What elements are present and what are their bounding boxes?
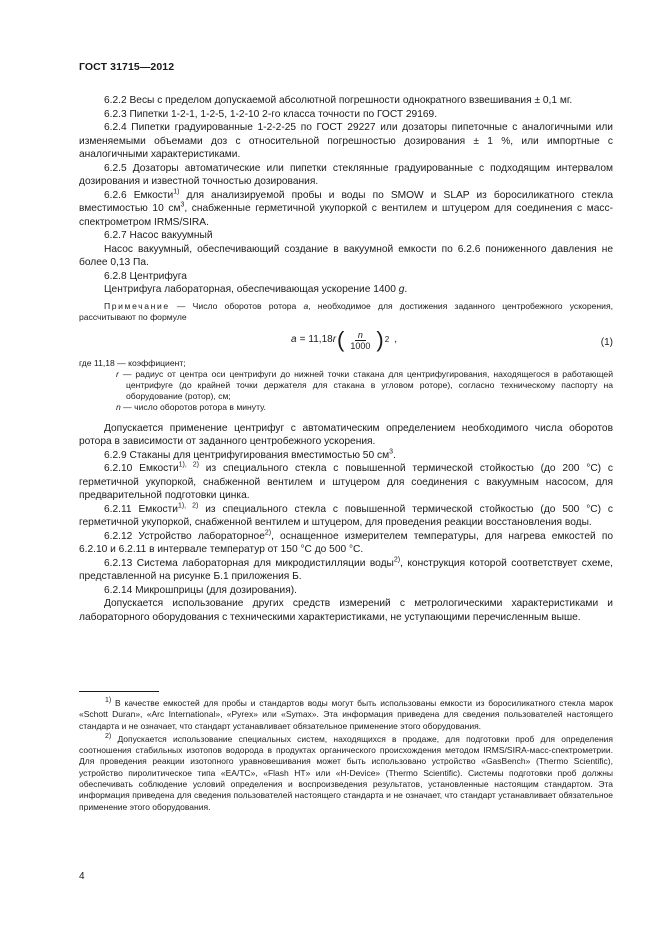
clause-text: 6.2.13 Система лабораторная для микродистилляции воды <box>104 557 394 569</box>
formula-fraction <box>347 330 373 351</box>
clause-6-2-10 <box>79 462 613 503</box>
clause-text: 6.2.10 Емкости <box>104 463 179 475</box>
formula-expression <box>291 327 397 352</box>
alternative-equipment-text: Допускается использование других средств измерений с метрологическими характеристиками и лабораторного оборудования с техническими характеристиками, не уступающими перечисленным выше. <box>79 598 613 623</box>
legend-var-r: r <box>116 368 119 379</box>
vacuum-pump-text: Насос вакуумный, обеспечивающий создание в вакуумной емкости по 6.2.6 пониженного давления не более 0,13 Па. <box>79 243 613 268</box>
legend-r <box>79 369 613 403</box>
formula-power: 2 <box>384 335 390 345</box>
footnote-2 <box>79 734 613 813</box>
formula-var-r: r <box>332 334 337 346</box>
footnote-mark: 1) <box>105 697 112 705</box>
legend-text: — радиус от центра оси центрифуги до нижней точки стакана для центрифугирования, находящегося в работающей центрифуге (до крайней точки держателя для стакана в угловом роторе), согласно техническому паспорту на оборудование (ротор), см; <box>118 368 613 402</box>
clause-6-2-7: 6.2.7 Насос вакуумный <box>104 230 213 241</box>
footnote-ref: 2) <box>393 556 401 564</box>
clause-text: для анализируемой пробы и воды по SMOW и SLAP из боросиликатного стекла вместимостью 10 см <box>79 189 613 214</box>
clause-text: 6.2.6 Емкости <box>104 189 174 201</box>
clause-6-2-4: 6.2.4 Пипетки градуированные 1-2-2-25 по ГОСТ 29227 или дозаторы пипеточные с аналогичными или изменяемыми объемами доз с относительной погрешностью дозирования ± 1 %, или импортные с аналогичными характеристиками. <box>79 122 613 160</box>
formula-number: (1) <box>600 336 613 348</box>
section-body <box>79 94 613 624</box>
left-paren: ( <box>337 327 345 352</box>
formula-comma: , <box>394 334 397 346</box>
fraction-denominator: 1000 <box>350 340 371 351</box>
legend-coefficient: где 11,18 — коэффициент; <box>79 357 186 368</box>
superscript-unit: 3 <box>389 448 393 456</box>
footnotes <box>79 698 613 815</box>
legend-text: — число оборотов ротора в минуту. <box>120 402 266 413</box>
note-text: — Число оборотов ротора <box>169 300 304 311</box>
note <box>79 301 613 324</box>
spacer <box>79 414 613 422</box>
clause-text: из специального стекла с повышенной термической стойкостью (до 500 °С) с герметичной укупоркой, снабженной вентилем и штуцером, для проведения реакции восстановления воды. <box>79 503 614 529</box>
clause-text: Центрифуга лабораторная, обеспечивающая ускорение 1400 <box>104 284 399 295</box>
footnote-ref: 1), 2) <box>178 461 199 469</box>
clause-6-2-11 <box>79 503 613 530</box>
legend-n <box>79 402 613 413</box>
clause-6-2-2: 6.2.2 Весы с пределом допускаемой абсолютной погрешности однократного взвешивания ± 0,1 мг. <box>104 95 573 106</box>
clause-text: из специального стекла с повышенной термической стойкостью (до 200 °С) с герметичной укупоркой, снабженной вентилем и штуцером для соединения с вакуумным насосом, для предварительной подготовки цинка. <box>79 463 613 502</box>
clause-6-2-3: 6.2.3 Пипетки 1-2-1, 1-2-5, 1-2-10 2-го класса точности по ГОСТ 29169. <box>104 108 438 120</box>
auto-centrifuge-text: Допускается применение центрифуг с автоматическим определением необходимого числа оборотов ротора в зависимости от заданного центробежного ускорения. <box>79 422 613 448</box>
formula-legend <box>79 358 613 414</box>
clause-text: 6.2.12 Устройство лабораторное <box>104 530 265 542</box>
clause-6-2-8: 6.2.8 Центрифуга <box>104 270 187 282</box>
footnote-text: В качестве емкостей для пробы и стандартов воды могут быть использованы емкости из боросиликатного стекла марок «Schott Duran», «Arc International», «Pyrex» или «Symax». Эта информация приведена для сведения пользователей настоящего стандарта и не означает, что стандарт устанавливает обязательное применение этого оборудования. <box>79 698 613 731</box>
clause-text: . <box>392 449 396 461</box>
variable-a: a <box>303 300 309 311</box>
legend-var-n: n <box>116 402 121 413</box>
footnote-text: Допускается использование специальных систем, находящихся в продаже, для подготовки проб для определения соотношения стабильных изотопов водорода в продуктах органического происхождения методом IRMS/SIRA-масс-спектрометрии. Для проведения реакции изотопного уравновешивания может быть использовано устройство «GasBench» (Thermo Scientific), устройство пиролитическое типа «EA/TC», «Flash HT» или «H-Device» (Thermo Scientific). Системы подготовки проб должны обеспечивать соблюдение условий определения и воспроизведения результатов, установленные настоящим стандартом. Эта информация приведена для сведения пользователей настоящего стандарта и не означает, что стандарт устанавливает обязательное применение этого оборудования. <box>79 733 613 812</box>
clause-6-2-12 <box>79 530 613 557</box>
clause-6-2-14: 6.2.14 Микрошприцы (для дозирования). <box>104 584 297 596</box>
footnote-mark: 2) <box>105 733 112 741</box>
clause-text: 6.2.9 Стаканы для центрифугирования вместимостью 50 см <box>104 449 390 461</box>
centrifuge-text <box>79 283 613 297</box>
page-number: 4 <box>79 871 85 882</box>
clause-6-2-6 <box>79 189 613 230</box>
footnote-1 <box>79 698 613 732</box>
clause-6-2-5: 6.2.5 Дозаторы автоматические или пипетки стеклянные градуированные с подходящим интервалом дозирования и известной точностью дозирования. <box>79 162 613 187</box>
fraction-numerator: n <box>355 330 366 341</box>
footnote-ref: 2) <box>264 529 272 537</box>
variable-g: g <box>398 284 405 295</box>
clause-6-2-9 <box>79 449 613 463</box>
clause-text: , конструкция которой соответствует схеме, представленной на рисунке Б.1 приложения Б. <box>79 557 613 583</box>
footnote-ref: 1), 2) <box>177 502 199 510</box>
clause-text: , оснащенное измерителем температуры, для нагрева емкостей по 6.2.10 и 6.2.11 в интервале температур от 150 °С до 500 °С. <box>79 530 614 556</box>
footnote-separator <box>79 691 159 692</box>
clause-6-2-13 <box>79 557 613 584</box>
superscript-unit: 3 <box>180 201 185 209</box>
formula-lhs: a <box>291 334 297 346</box>
note-label: Примечание <box>104 300 170 311</box>
clause-text: , снабженные герметичной укупоркой с вентилем и штуцером для соединения с масс-спектрометром IRMS/SIRA. <box>79 203 613 228</box>
standard-code-header: ГОСТ 31715—2012 <box>79 61 175 73</box>
formula-1 <box>79 324 613 358</box>
right-paren: ) <box>376 327 384 352</box>
note-text: , необходимое для достижения заданного центробежного ускорения, рассчитывают по формуле <box>79 300 613 322</box>
clause-text: 6.2.11 Емкости <box>104 503 178 515</box>
footnote-ref: 1) <box>173 188 180 196</box>
clause-text: . <box>404 284 408 295</box>
formula-equals: = <box>299 334 306 346</box>
formula-coefficient: 11,18 <box>308 334 333 346</box>
